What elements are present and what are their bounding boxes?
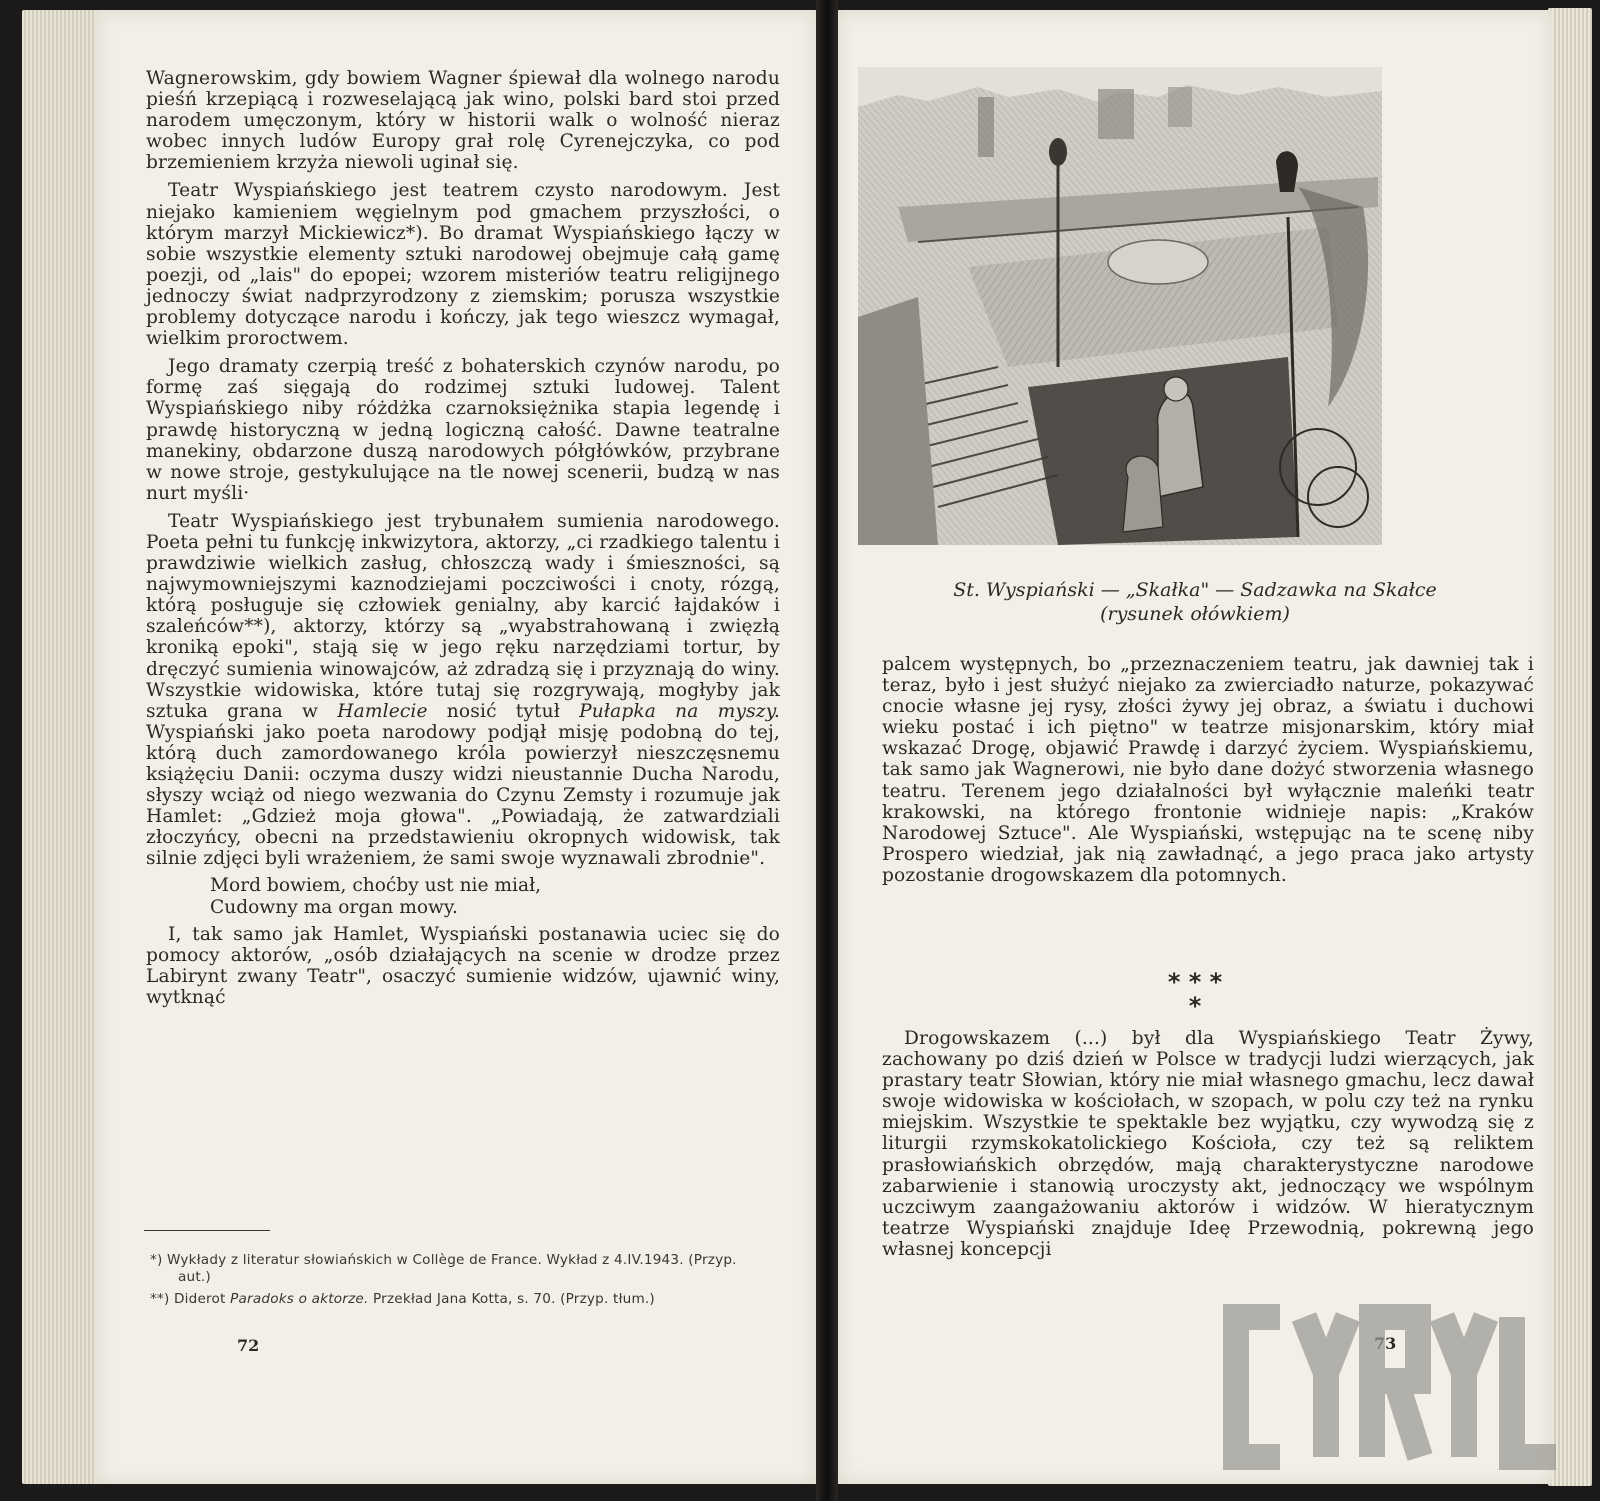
verse-line: Cudowny ma organ mowy. bbox=[210, 896, 458, 918]
caption-line: (rysunek ołówkiem) bbox=[1100, 603, 1290, 625]
paragraph: Jego dramaty czerpią treść z bohaterskich czynów narodu, po formę zaś sięgają do rodzimej sztuki ludowej. Talent Wyspiańskiego niby różdżka czarnoksiężnika stapia legendę i prawdę historyczną w jedną logiczną całość. Dawne teatralne manekiny, obdarzone duszą narodowych półgłówków, przybrane w nowe stroje, gestykulujące na tle nowej scenerii, budzą w nas nurt myśli· bbox=[146, 356, 780, 504]
italic-title-hamlet: Hamlecie bbox=[337, 700, 428, 722]
paragraph bbox=[146, 511, 780, 870]
caption-line: St. Wyspiański — „Skałka" — Sadzawka na Skałce bbox=[953, 579, 1437, 601]
cyryl-watermark-logo bbox=[1222, 1303, 1564, 1471]
text-run: Przekład Jana Kotta, s. 70. (Przyp. tłum.) bbox=[368, 1291, 655, 1307]
section-break-stars-row2: * bbox=[1188, 992, 1202, 1020]
text-run: Teatr Wyspiańskiego jest trybunałem sumienia narodowego. Poeta pełni tu funkcję inkwizytora, aktorzy, „ci rzadkiego talentu i prawdziwie wielkich zasług, chłoszczą wady i śmieszności, są najwymowniejszymi kaznodziejami poczciwości i cnoty, rózgą, którą posługuje się człowiek genialny, aby karcić łajdaków i szaleńców**), aktorzy, którzy są „wyabstrahowaną i zwięzłą kroniką epoki", stają się w jego ręku narzędziami tortur, by dręczyć sumienia winowajców, aż zdradzą się i przyznają do winy. Wszystkie widowiska, które tutaj się rozgrywają, mogłyby jak sztuka grana w bbox=[146, 510, 780, 722]
text-run: Wyspiański jako poeta narodowy podjął misję podobną do tej, którą duch zamordowanego króla powierzył nieszczęsnemu książęciu Danii: oczyma duszy widzi nieustannie Ducha Narodu, słyszy wciąż od niego wezwania do Czynu Zemsty i rozumuje jak Hamlet: „Gdzież moja głowa". „Powiadają, że zatwardziali złoczyńcy, obecni na przedstawieniu okropnych widowisk, tak silnie zdjęci byli wrażeniem, że sami swoje wyznawali zbrodnie". bbox=[146, 721, 780, 870]
footnote-divider bbox=[144, 1230, 270, 1231]
footnotes bbox=[150, 1252, 772, 1313]
right-page-text-top bbox=[882, 654, 1534, 886]
verse-line: Mord bowiem, choćby ust nie miał, bbox=[210, 875, 542, 897]
section-break-stars-row1: * * * bbox=[1167, 968, 1223, 996]
page-number-left: 72 bbox=[237, 1336, 260, 1355]
book-gutter bbox=[816, 0, 838, 1501]
pencil-drawing-illustration bbox=[858, 67, 1382, 545]
right-page bbox=[838, 10, 1552, 1484]
page-edges-left bbox=[22, 10, 98, 1484]
paragraph: palcem występnych, bo „przeznaczeniem teatru, jak dawniej tak i teraz, było i jest służyć niejako za zwierciadło naturze, pokazywać cnocie własne jej rysy, złości żywy jej obraz, a światu i duchowi wieku postać i ich piętno" w teatrze misjonarskim, który miał wskazać Drogę, objawić Prawdę i darzyć życiem. Wyspiańskiemu, tak samo jak Wagnerowi, nie było dane dożyć stworzenia własnego teatru. Terenem jego działalności był wyłącznie maleńki teatr krakowski, na którego frontonie widnieje napis: „Kraków Narodowej Sztuce". Ale Wyspiański, wstępując na te scenę niby Prospero wiedział, jak nią zawładnąć, a jego praca jako artysty pozostanie drogowskazem dla potomnych. bbox=[882, 654, 1534, 886]
paragraph: Wagnerowskim, gdy bowiem Wagner śpiewał dla wolnego narodu pieśń krzepiącą i rozweselającą jak wino, polski bard stoi przed narodem umęczonym, który w historii walk o wolność nieraz wobec innych ludów Europy grał rolę Cyrenejczyka, co pod brzemieniem krzyża niewoli uginał się. bbox=[146, 68, 780, 174]
text-run: **) Diderot bbox=[150, 1291, 231, 1307]
right-page-text-bottom bbox=[882, 1028, 1534, 1260]
paragraph: Drogowskazem (...) był dla Wyspiańskiego Teatr Żywy, zachowany po dziś dzień w Polsce w tradycji ludzi wierzących, jak prastary teatr Słowian, który nie miał własnego gmachu, lecz dawał swoje widowiska w kościołach, w szopach, w polu czy też na rynku miejskim. Wszystkie te spektakle bez wyjątku, czy wywodzą się z liturgii rzymskokatolickiego Kościoła, czy też są reliktem prasłowiańskich obrzędów, mają charakterystyczne narodowe zabarwienie i stanowią uroczysty akt, jednoczący we wspólnym uczciwym zaangażowaniu aktorów i widzów. W hieratycznym teatrze Wyspiański znajduje Ideę Przewodnią, pokrewną jego własnej koncepcji bbox=[882, 1028, 1534, 1260]
italic-title-paradoks: Paradoks o aktorze. bbox=[230, 1291, 369, 1307]
page-number-right: 73 bbox=[1374, 1334, 1397, 1353]
verse-quote bbox=[210, 875, 780, 917]
illustration-caption bbox=[868, 578, 1522, 626]
italic-title-pulapka: Pułapka na myszy. bbox=[579, 700, 780, 722]
footnote bbox=[150, 1291, 772, 1308]
paragraph: Teatr Wyspiańskiego jest teatrem czysto narodowym. Jest niejako kamieniem węgielnym pod gmachem przyszłości, o którym marzył Mickiewicz*). Bo dramat Wyspiańskiego łączy w sobie wszystkie elementy sztuki narodowej obejmuje całą gamę poezji, od „lais" do epopei; wzorem misteriów teatru religijnego jednoczy świat nadprzyrodzony z ziemskim; porusza wszystkie problemy dotyczące narodu i kończy, jak tego wieszcz wymagał, wielkim proroctwem. bbox=[146, 180, 780, 350]
text-run: nosić tytuł bbox=[427, 700, 580, 722]
footnote: *) Wykłady z literatur słowiańskich w Collège de France. Wykład z 4.IV.1943. (Przyp. aut.) bbox=[150, 1252, 737, 1285]
page-edges-right bbox=[1548, 8, 1592, 1486]
paragraph: I, tak samo jak Hamlet, Wyspiański postanawia uciec się do pomocy aktorów, „osób działających na scenie w drodze przez Labirynt zwany Teatr", osaczyć sumienie widzów, ujawnić winy, wytknąć bbox=[146, 923, 780, 1008]
left-page-text bbox=[146, 68, 780, 1008]
